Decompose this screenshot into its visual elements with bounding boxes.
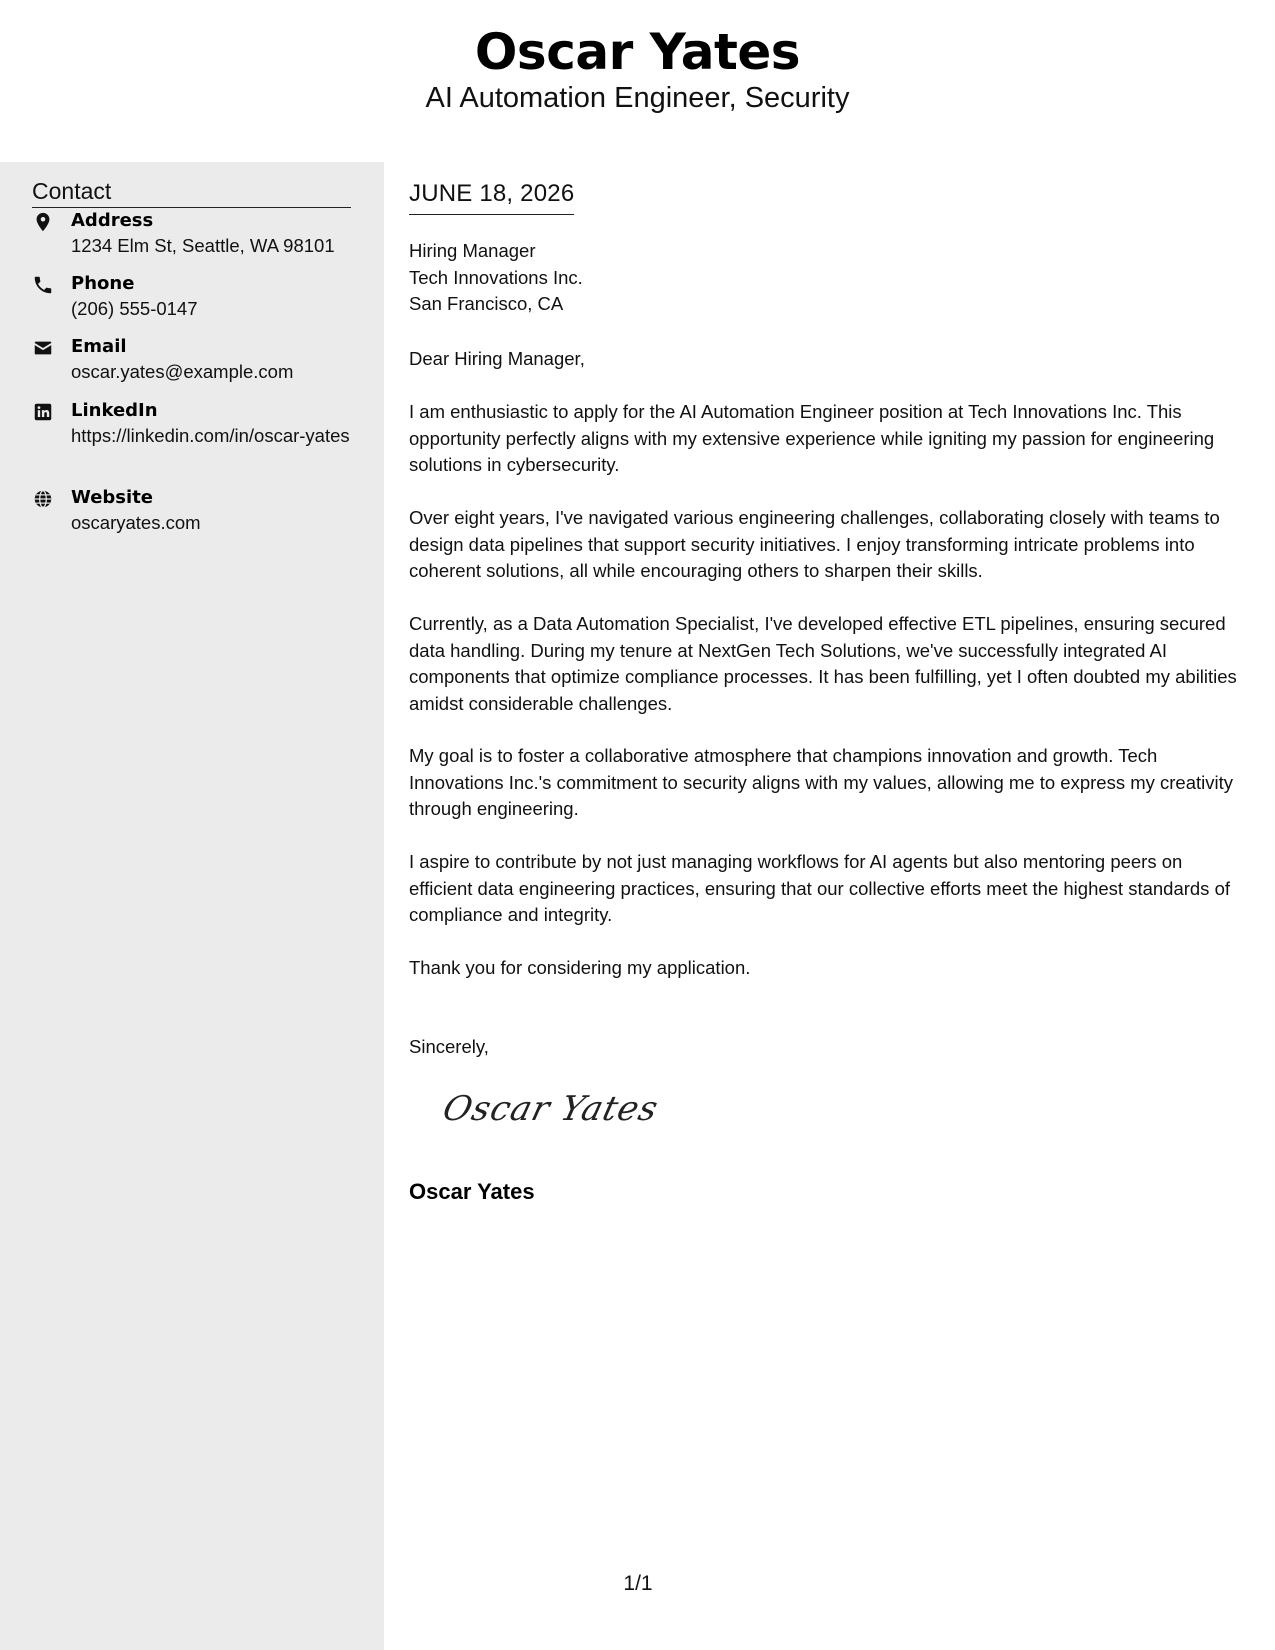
paragraph: Currently, as a Data Automation Specialist, I've developed effective ETL pipelines, ensuring secured data handling. During my tenure at NextGen Tech Solutions, we've successfully integrated AI components that optimize compliance processes. It has been fulfilling, yet I often doubted my abilities amidst considerable challenges. <box>409 613 1237 714</box>
letter-date: JUNE 18, 2026 <box>409 178 574 215</box>
applicant-title: AI Automation Engineer, Security <box>425 82 850 114</box>
paragraph: I aspire to contribute by not just managing workflows for AI agents but also mentoring peers on efficient data engineering practices, ensuring that our collective efforts meet the highest standards of compliance and integrity. <box>409 851 1231 925</box>
email-value: oscar.yates@example.com <box>71 361 294 382</box>
recipient-line: Tech Innovations Inc. <box>409 266 583 288</box>
linkedin-icon <box>32 401 54 423</box>
website-value[interactable]: oscaryates.com <box>71 512 201 533</box>
linkedin-value[interactable]: https://linkedin.com/in/oscar-yates <box>71 425 350 446</box>
phone-value: (206) 555-0147 <box>71 298 198 319</box>
globe-icon <box>32 488 54 510</box>
signer-name: Oscar Yates <box>409 1179 535 1204</box>
contact-section-title: Contact <box>32 176 351 208</box>
address-value: 1234 Elm St, Seattle, WA 98101 <box>71 235 335 256</box>
contact-label: LinkedIn <box>71 400 158 421</box>
recipient-line: San Francisco, CA <box>409 293 564 314</box>
salutation: Dear Hiring Manager, <box>409 348 585 369</box>
envelope-icon <box>32 337 54 359</box>
recipient-line: Hiring Manager <box>409 240 536 261</box>
handwritten-signature <box>439 1080 679 1140</box>
recipient-block <box>409 238 583 318</box>
contact-label: Phone <box>71 273 135 294</box>
page-number: 1/1 <box>623 1572 653 1595</box>
phone-icon <box>32 274 54 296</box>
paragraph: Thank you for considering my application. <box>409 957 751 978</box>
paragraph: I am enthusiastic to apply for the AI Automation Engineer position at Tech Innovations Inc. This opportunity perfectly aligns with my extensive experience while igniting my passion for engineering solutions in cybersecurity. <box>409 401 1215 475</box>
paragraph: My goal is to foster a collaborative atmosphere that champions innovation and growth. Tech Innovations Inc.'s commitment to security aligns with my values, allowing me to express my creativity through engineering. <box>409 745 1233 819</box>
signature-text: Oscar Yates <box>439 1089 663 1129</box>
paragraph: Over eight years, I've navigated various engineering challenges, collaborating closely with teams to design data pipelines that support security initiatives. I enjoy transforming intricate problems into coherent solutions, all while encouraging others to sharpen their skills. <box>409 507 1220 581</box>
contact-label: Email <box>71 336 127 357</box>
contact-label: Address <box>71 210 154 231</box>
applicant-name: Oscar Yates <box>474 23 801 81</box>
location-pin-icon <box>32 211 54 233</box>
contact-sidebar <box>0 162 384 1650</box>
contact-label: Website <box>71 487 154 508</box>
letter-header <box>0 0 1275 162</box>
closing: Sincerely, <box>409 1036 489 1057</box>
